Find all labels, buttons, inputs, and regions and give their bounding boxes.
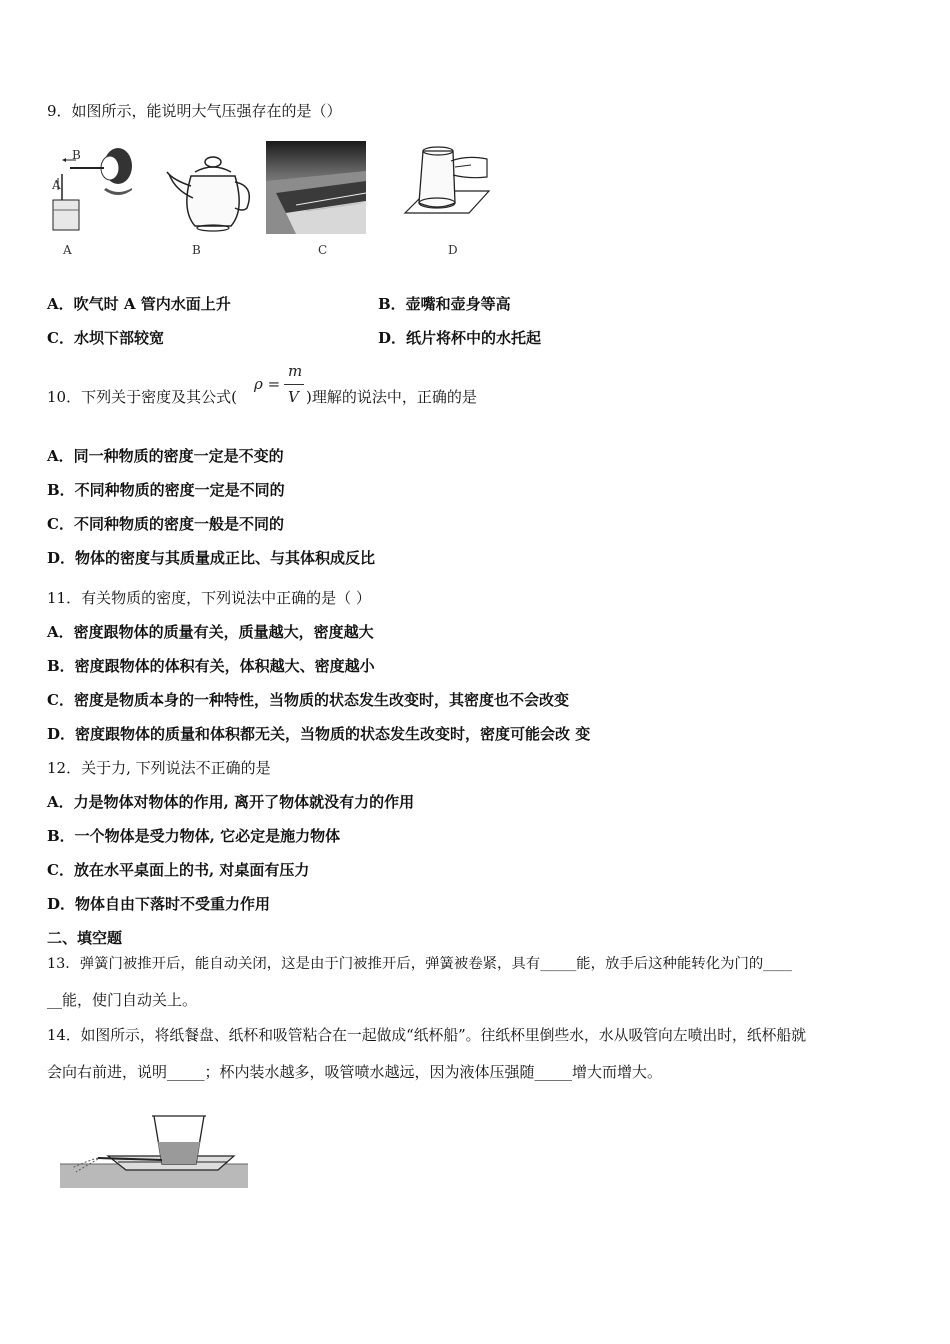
q12-option-a: A．力是物体对物体的作用, 离开了物体就没有力的作用 xyxy=(47,793,415,811)
q10-option-a: A．同一种物质的密度一定是不变的 xyxy=(47,447,284,465)
q14-line-1: 14．如图所示，将纸餐盘、纸杯和吸管粘合在一起做成“纸杯船”。往纸杯里倒些水，水从吸管向左喷出时，纸杯船就 xyxy=(47,1027,807,1044)
q14-line-2: 会向右前进，说明_____；杯内装水越多，吸管喷水越远，因为液体压强随_____增大而增大。 xyxy=(47,1063,663,1081)
q12-option-b: B．一个物体是受力物体, 它必定是施力物体 xyxy=(47,827,341,845)
q11-stem: 11．有关物质的密度，下列说法中正确的是（ ） xyxy=(47,589,371,607)
q9-stem: 9．如图所示，能说明大气压强存在的是（） xyxy=(47,102,342,120)
section-heading-fill-in: 二、填空题 xyxy=(47,929,123,947)
q9-figure-c-dam xyxy=(266,141,366,234)
q9-option-c: C．水坝下部较宽 xyxy=(47,329,164,347)
q11-option-d: D．密度跟物体的质量和体积都无关，当物质的状态发生改变时，密度可能会改 变 xyxy=(47,725,591,743)
q11-option-c: C．密度是物质本身的一种特性，当物质的状态发生改变时，其密度也不会改变 xyxy=(47,691,569,709)
q10-stem-prefix: 10．下列关于密度及其公式( xyxy=(47,388,237,406)
q9-caption-a: A xyxy=(63,243,72,257)
q9-fig-a-label-a: A xyxy=(52,178,61,192)
q10-formula-rho: ρ = xyxy=(254,375,281,393)
q12-option-d: D．物体自由下落时不受重力作用 xyxy=(47,895,271,913)
q9-fig-a-label-b: B xyxy=(72,148,81,162)
q10-density-formula xyxy=(250,362,312,412)
q10-formula-denominator: V xyxy=(288,388,299,406)
q10-option-d: D．物体的密度与其质量成正比、与其体积成反比 xyxy=(47,549,376,567)
q10-fraction-bar xyxy=(284,384,304,385)
q9-figure-a xyxy=(50,138,140,238)
q10-option-b: B．不同种物质的密度一定是不同的 xyxy=(47,481,285,499)
q11-option-b: B．密度跟物体的体积有关，体积越大、密度越小 xyxy=(47,657,375,675)
q9-option-d: D．纸片将杯中的水托起 xyxy=(378,329,542,347)
q9-figure-b-teapot xyxy=(163,150,258,235)
q13-line-2: __能，使门自动关上。 xyxy=(47,991,198,1009)
q9-caption-b: B xyxy=(192,243,201,257)
q10-stem-suffix: )理解的说法中，正确的是 xyxy=(306,388,477,406)
q9-figure-d-cup xyxy=(397,143,492,235)
q9-caption-c: C xyxy=(318,243,328,257)
q10-formula-numerator: m xyxy=(288,362,303,380)
q9-option-a: A．吹气时 A 管内水面上升 xyxy=(47,295,231,313)
q14-figure-paper-cup-boat xyxy=(58,1112,250,1190)
q12-stem: 12．关于力, 下列说法不正确的是 xyxy=(47,759,271,777)
q13-line-1: 13．弹簧门被推开后，能自动关闭，这是由于门被推开后，弹簧被卷紧，具有_____能，放手后这种能转化为门的____ xyxy=(47,956,793,972)
q11-option-a: A．密度跟物体的质量有关，质量越大，密度越大 xyxy=(47,623,374,641)
q9-caption-d: D xyxy=(448,243,458,257)
q9-option-b: B．壶嘴和壶身等高 xyxy=(378,295,511,313)
q10-option-c: C．不同种物质的密度一般是不同的 xyxy=(47,515,284,533)
q12-option-c: C．放在水平桌面上的书, 对桌面有压力 xyxy=(47,861,310,879)
